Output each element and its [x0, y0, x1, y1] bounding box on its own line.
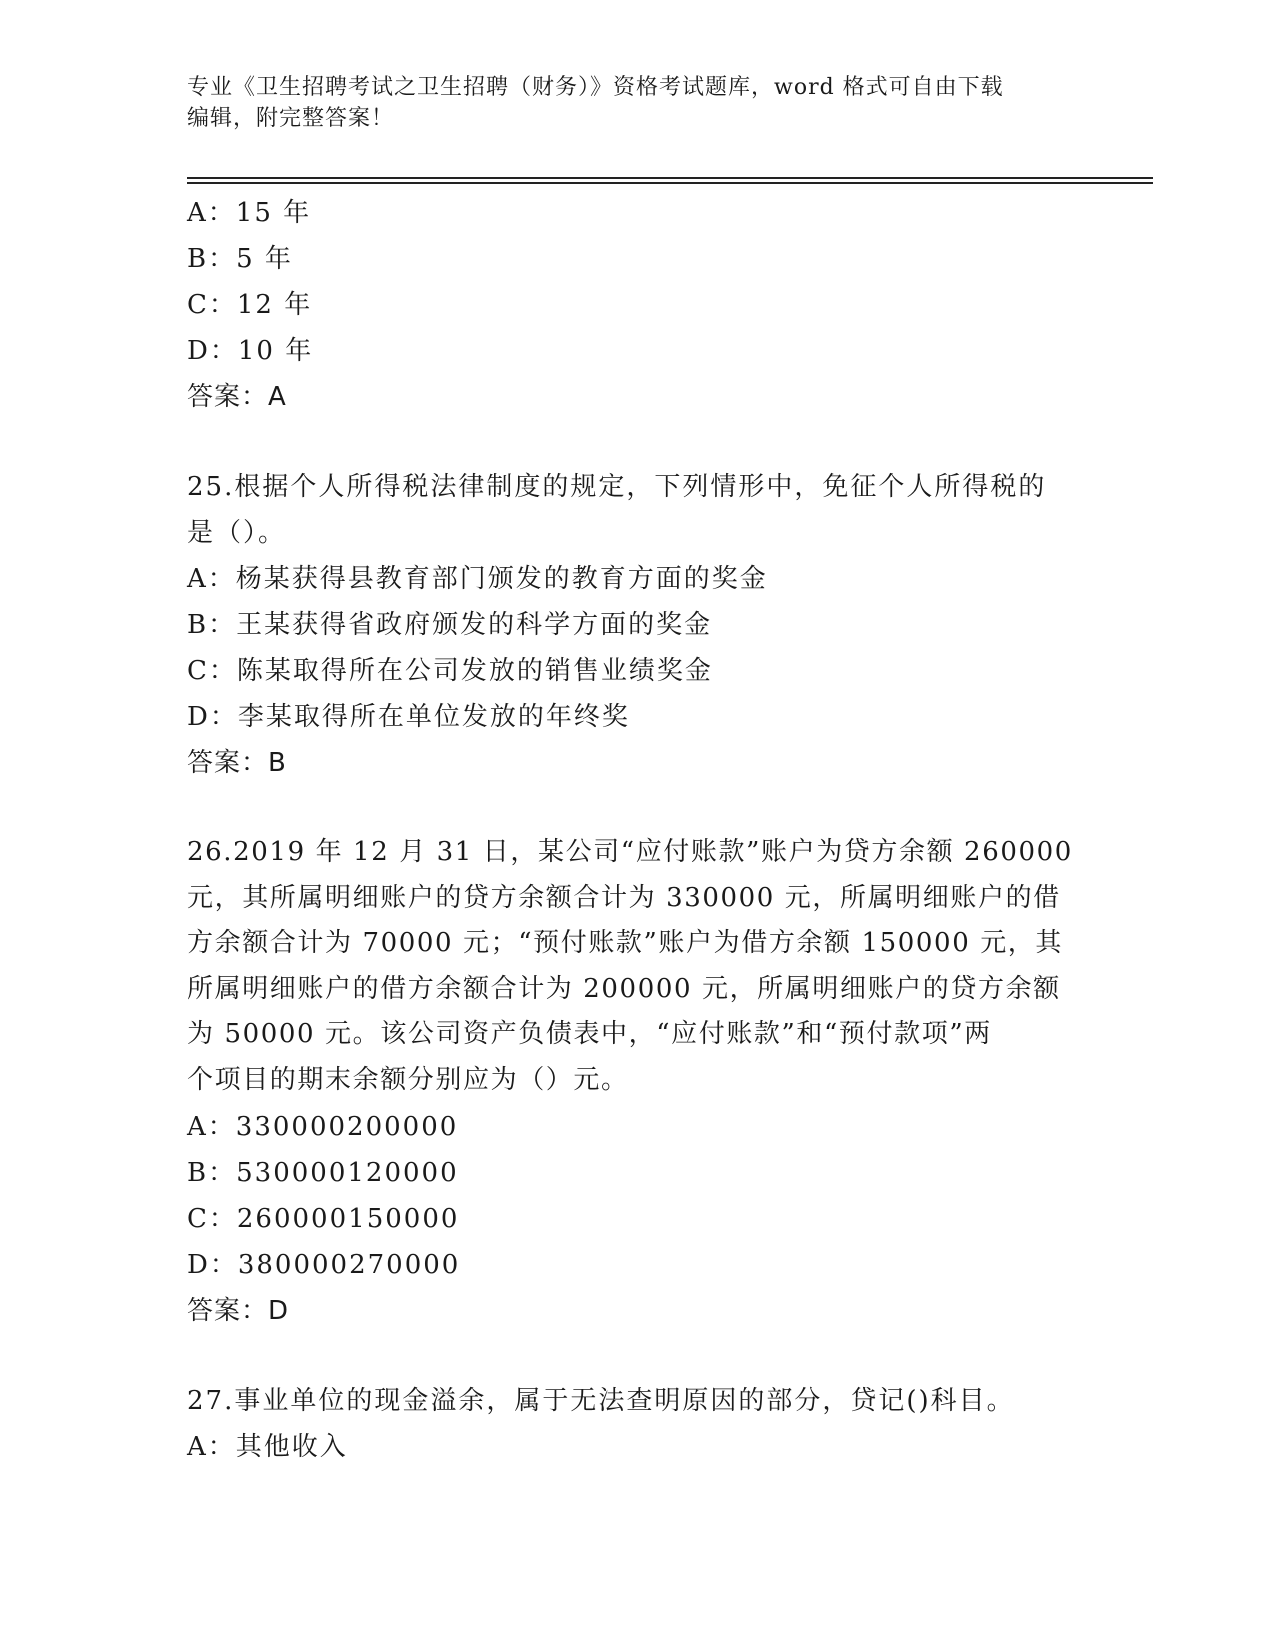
answer-label: 答案：D	[187, 1295, 290, 1326]
option-a: A：其他收入	[187, 1431, 348, 1462]
option-b: B：5 年	[187, 244, 293, 274]
header-line-1: 专业《卫生招聘考试之卫生招聘（财务）》资格考试题库，word 格式可自由下载	[187, 75, 1004, 100]
document-header	[187, 72, 1087, 134]
question-block-26	[187, 830, 1087, 1334]
question-block-27	[187, 1378, 1087, 1470]
question-block-24	[187, 190, 1087, 420]
option-d: D：李某取得所在单位发放的年终奖	[187, 702, 630, 732]
question-text-line: 27.事业单位的现金溢余，属于无法查明原因的部分，贷记()科目。	[187, 1385, 1015, 1416]
question-text-line: 所属明细账户的借方余额合计为 200000 元，所属明细账户的贷方余额	[187, 973, 1061, 1004]
question-block-25	[187, 464, 1087, 786]
option-b: B：王某获得省政府颁发的科学方面的奖金	[187, 610, 713, 640]
option-d: D：380000270000	[187, 1249, 461, 1280]
answer-label: 答案：A	[187, 382, 287, 412]
option-b: B：530000120000	[187, 1157, 459, 1188]
option-c: C：陈某取得所在公司发放的销售业绩奖金	[187, 656, 713, 686]
answer-label: 答案：B	[187, 748, 287, 778]
option-c: C：12 年	[187, 290, 313, 320]
question-text-line: 是（）。	[187, 518, 287, 548]
option-a: A：330000200000	[187, 1111, 459, 1142]
header-divider-bottom	[187, 182, 1153, 184]
question-text-line: 个项目的期末余额分别应为（）元。	[187, 1064, 629, 1095]
option-a: A：15 年	[187, 198, 312, 228]
header-line-2: 编辑，附完整答案！	[187, 106, 395, 131]
question-list	[187, 190, 1087, 1470]
header-divider-top	[187, 177, 1153, 179]
question-text-line: 25.根据个人所得税法律制度的规定，下列情形中，免征个人所得税的	[187, 472, 1047, 502]
question-text-line: 为 50000 元。该公司资产负债表中，“应付账款”和“预付款项”两	[187, 1019, 992, 1050]
question-text-line: 方余额合计为 70000 元；“预付账款”账户为借方余额 150000 元，其	[187, 928, 1064, 959]
question-text-line: 元，其所属明细账户的贷方余额合计为 330000 元，所属明细账户的借	[187, 882, 1061, 913]
question-text-line: 26.2019 年 12 月 31 日，某公司“应付账款”账户为贷方余额 260000	[187, 837, 1073, 867]
option-d: D：10 年	[187, 336, 314, 366]
option-a: A：杨某获得县教育部门颁发的教育方面的奖金	[187, 564, 768, 594]
option-c: C：260000150000	[187, 1203, 460, 1234]
